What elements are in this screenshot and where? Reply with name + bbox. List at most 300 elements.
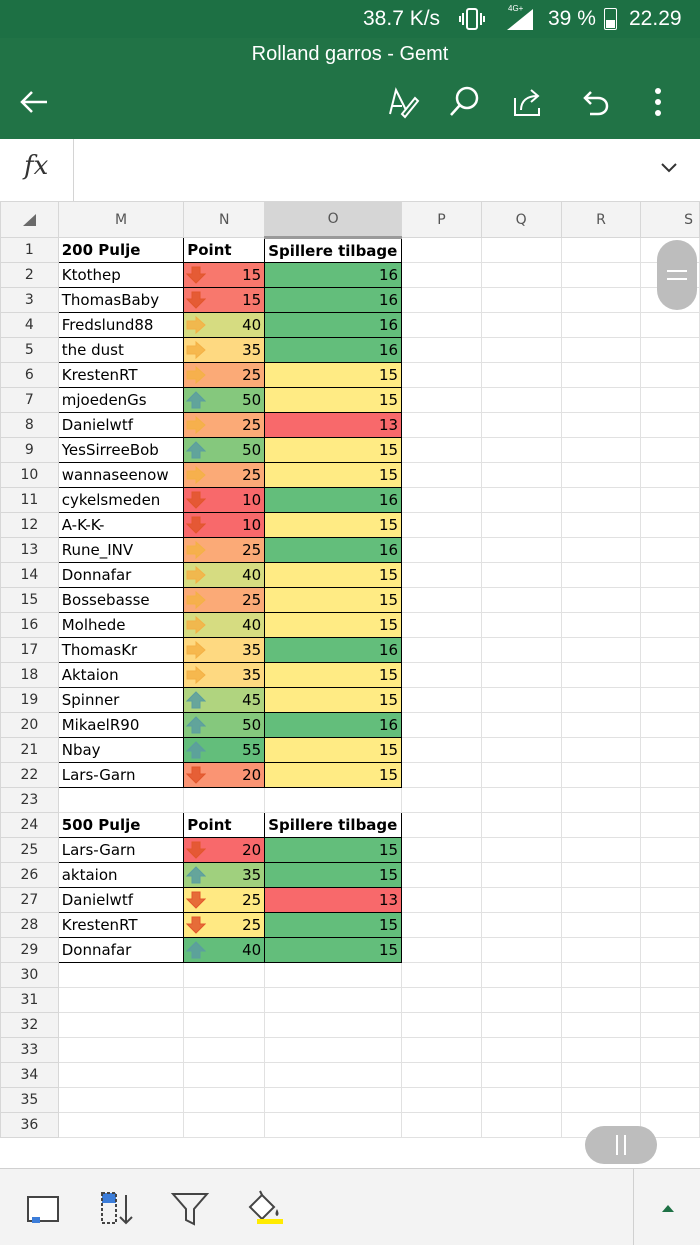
empty-cell[interactable] [184,1013,265,1038]
players-left-cell[interactable]: 15 [265,688,402,713]
empty-cell[interactable] [481,338,561,363]
empty-cell[interactable] [641,413,700,438]
player-name-cell[interactable]: MikaelR90 [58,713,184,738]
empty-cell[interactable] [265,1038,402,1063]
empty-cell[interactable] [481,888,561,913]
empty-cell[interactable] [641,938,700,963]
player-name-cell[interactable]: Nbay [58,738,184,763]
empty-cell[interactable] [402,438,482,463]
empty-cell[interactable] [561,813,641,838]
empty-cell[interactable] [402,413,482,438]
empty-cell[interactable] [481,663,561,688]
expand-up-icon[interactable] [648,1189,688,1229]
empty-cell[interactable] [641,438,700,463]
empty-cell[interactable] [402,263,482,288]
empty-cell[interactable] [561,313,641,338]
empty-cell[interactable] [481,938,561,963]
row-number[interactable]: 11 [1,488,59,513]
empty-cell[interactable] [265,988,402,1013]
empty-cell[interactable] [402,488,482,513]
empty-cell[interactable] [402,713,482,738]
empty-cell[interactable] [402,463,482,488]
empty-cell[interactable] [641,638,700,663]
row-number[interactable]: 6 [1,363,59,388]
row-number[interactable]: 20 [1,713,59,738]
row-number[interactable]: 23 [1,788,59,813]
players-left-cell[interactable]: 15 [265,388,402,413]
empty-cell[interactable] [184,963,265,988]
point-cell[interactable] [184,463,265,488]
empty-cell[interactable] [402,1013,482,1038]
empty-cell[interactable] [561,763,641,788]
empty-cell[interactable] [561,463,641,488]
point-cell[interactable] [184,713,265,738]
empty-cell[interactable] [402,988,482,1013]
row-number[interactable]: 26 [1,863,59,888]
empty-cell[interactable] [481,963,561,988]
empty-cell[interactable] [481,1013,561,1038]
point-cell[interactable] [184,588,265,613]
empty-cell[interactable] [561,688,641,713]
empty-cell[interactable] [402,963,482,988]
empty-cell[interactable] [641,538,700,563]
empty-cell[interactable] [561,388,641,413]
empty-cell[interactable] [402,338,482,363]
players-left-cell[interactable]: 13 [265,413,402,438]
player-name-cell[interactable]: Aktaion [58,663,184,688]
undo-icon[interactable] [576,84,612,120]
players-left-cell[interactable]: 15 [265,738,402,763]
empty-cell[interactable] [641,388,700,413]
players-left-cell[interactable]: 16 [265,538,402,563]
empty-cell[interactable] [561,888,641,913]
empty-cell[interactable] [641,788,700,813]
row-number[interactable]: 25 [1,838,59,863]
draw-pen-icon[interactable] [384,84,420,120]
empty-cell[interactable] [402,688,482,713]
row-number[interactable]: 7 [1,388,59,413]
row-number[interactable]: 9 [1,438,59,463]
empty-cell[interactable] [641,988,700,1013]
empty-cell[interactable] [641,1088,700,1113]
player-name-cell[interactable]: cykelsmeden [58,488,184,513]
empty-cell[interactable] [402,888,482,913]
empty-cell[interactable] [641,513,700,538]
more-options-icon[interactable] [640,84,676,120]
column-header-r[interactable]: R [561,202,641,238]
empty-cell[interactable] [641,963,700,988]
player-name-cell[interactable]: Lars-Garn [58,763,184,788]
players-left-header[interactable]: Spillere tilbage [265,813,402,838]
empty-cell[interactable] [561,238,641,263]
row-number[interactable]: 16 [1,613,59,638]
empty-cell[interactable] [402,1038,482,1063]
empty-cell[interactable] [561,288,641,313]
point-cell[interactable] [184,663,265,688]
row-number[interactable]: 3 [1,288,59,313]
player-name-cell[interactable]: ThomasBaby [58,288,184,313]
empty-cell[interactable] [641,888,700,913]
empty-cell[interactable] [561,938,641,963]
empty-cell[interactable] [641,463,700,488]
empty-cell[interactable] [265,1113,402,1138]
empty-cell[interactable] [481,913,561,938]
empty-cell[interactable] [481,463,561,488]
players-left-cell[interactable]: 16 [265,713,402,738]
empty-cell[interactable] [402,638,482,663]
column-header-n[interactable]: N [184,202,265,238]
empty-cell[interactable] [561,963,641,988]
point-cell[interactable] [184,288,265,313]
row-number[interactable]: 35 [1,1088,59,1113]
players-left-cell[interactable]: 15 [265,363,402,388]
empty-cell[interactable] [561,413,641,438]
empty-cell[interactable] [402,863,482,888]
empty-cell[interactable] [481,763,561,788]
empty-cell[interactable] [561,363,641,388]
empty-cell[interactable] [402,613,482,638]
player-name-cell[interactable]: Danielwtf [58,888,184,913]
players-left-cell[interactable]: 15 [265,513,402,538]
empty-cell[interactable] [265,1088,402,1113]
column-header-q[interactable]: Q [481,202,561,238]
empty-cell[interactable] [481,1063,561,1088]
select-all-corner[interactable] [1,202,59,238]
empty-cell[interactable] [561,613,641,638]
sort-icon[interactable] [98,1189,138,1229]
empty-cell[interactable] [481,513,561,538]
empty-cell[interactable] [402,938,482,963]
point-cell[interactable] [184,888,265,913]
empty-cell[interactable] [561,488,641,513]
player-name-cell[interactable]: Spinner [58,688,184,713]
point-cell[interactable] [184,613,265,638]
player-name-cell[interactable]: wannaseenow [58,463,184,488]
empty-cell[interactable] [481,438,561,463]
player-name-cell[interactable]: mjoedenGs [58,388,184,413]
empty-cell[interactable] [561,588,641,613]
empty-cell[interactable] [265,1063,402,1088]
player-name-cell[interactable]: KrestenRT [58,913,184,938]
row-number[interactable]: 19 [1,688,59,713]
sheet-table[interactable] [0,201,700,1138]
empty-cell[interactable] [481,813,561,838]
players-left-cell[interactable]: 16 [265,313,402,338]
player-name-cell[interactable]: the dust [58,338,184,363]
player-name-cell[interactable]: KrestenRT [58,363,184,388]
empty-cell[interactable] [561,1063,641,1088]
row-number[interactable]: 27 [1,888,59,913]
empty-cell[interactable] [561,1013,641,1038]
row-number[interactable]: 10 [1,463,59,488]
empty-cell[interactable] [561,513,641,538]
row-number[interactable]: 15 [1,588,59,613]
point-cell[interactable] [184,388,265,413]
players-left-cell[interactable]: 15 [265,863,402,888]
empty-cell[interactable] [561,713,641,738]
row-number[interactable]: 5 [1,338,59,363]
empty-cell[interactable] [561,738,641,763]
empty-cell[interactable] [58,963,184,988]
point-cell[interactable] [184,763,265,788]
empty-cell[interactable] [481,363,561,388]
fill-color-icon[interactable] [245,1189,285,1229]
empty-cell[interactable] [184,1063,265,1088]
empty-cell[interactable] [481,838,561,863]
empty-cell[interactable] [641,613,700,638]
point-cell[interactable] [184,538,265,563]
empty-cell[interactable] [481,488,561,513]
row-number[interactable]: 21 [1,738,59,763]
empty-cell[interactable] [641,863,700,888]
point-cell[interactable] [184,363,265,388]
player-name-cell[interactable]: Lars-Garn [58,838,184,863]
empty-cell[interactable] [265,963,402,988]
empty-cell[interactable] [481,1113,561,1138]
row-number[interactable]: 32 [1,1013,59,1038]
column-header-s[interactable]: S [641,202,700,238]
empty-cell[interactable] [641,913,700,938]
players-left-header[interactable]: Spillere tilbage [265,238,402,263]
pool-title[interactable]: 500 Pulje [58,813,184,838]
empty-cell[interactable] [561,538,641,563]
formula-input[interactable] [84,157,644,183]
row-number[interactable]: 17 [1,638,59,663]
empty-cell[interactable] [402,238,482,263]
row-number[interactable]: 24 [1,813,59,838]
empty-cell[interactable] [561,913,641,938]
empty-cell[interactable] [58,1113,184,1138]
pool-title[interactable]: 200 Pulje [58,238,184,263]
row-number[interactable]: 30 [1,963,59,988]
empty-cell[interactable] [641,1063,700,1088]
player-name-cell[interactable]: Fredslund88 [58,313,184,338]
empty-cell[interactable] [481,788,561,813]
empty-cell[interactable] [402,388,482,413]
empty-cell[interactable] [402,838,482,863]
players-left-cell[interactable]: 16 [265,288,402,313]
empty-cell[interactable] [641,338,700,363]
point-header[interactable]: Point [184,238,265,263]
empty-cell[interactable] [402,288,482,313]
empty-cell[interactable] [641,1038,700,1063]
point-cell[interactable] [184,938,265,963]
empty-cell[interactable] [402,913,482,938]
row-number[interactable]: 18 [1,663,59,688]
empty-cell[interactable] [58,1063,184,1088]
empty-cell[interactable] [561,638,641,663]
column-header-p[interactable]: P [402,202,482,238]
empty-cell[interactable] [561,663,641,688]
spreadsheet-grid[interactable] [0,201,700,1168]
empty-cell[interactable] [481,313,561,338]
empty-cell[interactable] [402,538,482,563]
empty-cell[interactable] [561,838,641,863]
player-name-cell[interactable]: YesSirreeBob [58,438,184,463]
point-cell[interactable] [184,738,265,763]
point-cell[interactable] [184,488,265,513]
row-number[interactable]: 31 [1,988,59,1013]
players-left-cell[interactable]: 13 [265,888,402,913]
empty-cell[interactable] [184,788,265,813]
filter-icon[interactable] [170,1189,210,1229]
empty-cell[interactable] [641,763,700,788]
point-cell[interactable] [184,513,265,538]
empty-cell[interactable] [402,813,482,838]
chevron-down-icon[interactable] [660,161,678,175]
search-icon[interactable] [446,84,482,120]
empty-cell[interactable] [402,1063,482,1088]
point-cell[interactable] [184,638,265,663]
empty-cell[interactable] [402,313,482,338]
empty-cell[interactable] [481,588,561,613]
empty-cell[interactable] [402,1088,482,1113]
empty-cell[interactable] [641,713,700,738]
vertical-scroll-handle[interactable] [657,240,697,310]
empty-cell[interactable] [481,688,561,713]
empty-cell[interactable] [481,288,561,313]
empty-cell[interactable] [481,713,561,738]
row-number[interactable]: 13 [1,538,59,563]
empty-cell[interactable] [481,538,561,563]
empty-cell[interactable] [481,638,561,663]
empty-cell[interactable] [641,838,700,863]
row-number[interactable]: 8 [1,413,59,438]
empty-cell[interactable] [561,263,641,288]
point-cell[interactable] [184,338,265,363]
row-number[interactable]: 33 [1,1038,59,1063]
point-cell[interactable] [184,563,265,588]
empty-cell[interactable] [481,1038,561,1063]
column-header-o[interactable]: O [265,202,402,238]
empty-cell[interactable] [58,1038,184,1063]
players-left-cell[interactable]: 16 [265,263,402,288]
row-number[interactable]: 1 [1,238,59,263]
empty-cell[interactable] [481,238,561,263]
empty-cell[interactable] [58,988,184,1013]
row-number[interactable]: 34 [1,1063,59,1088]
players-left-cell[interactable]: 15 [265,913,402,938]
player-name-cell[interactable]: Donnafar [58,938,184,963]
column-header-m[interactable]: M [58,202,184,238]
empty-cell[interactable] [641,813,700,838]
empty-cell[interactable] [561,563,641,588]
empty-cell[interactable] [561,788,641,813]
players-left-cell[interactable]: 15 [265,938,402,963]
empty-cell[interactable] [641,738,700,763]
empty-cell[interactable] [481,738,561,763]
players-left-cell[interactable]: 15 [265,663,402,688]
empty-cell[interactable] [481,988,561,1013]
row-number[interactable]: 36 [1,1113,59,1138]
empty-cell[interactable] [184,988,265,1013]
empty-cell[interactable] [481,263,561,288]
row-number[interactable]: 28 [1,913,59,938]
empty-cell[interactable] [402,513,482,538]
empty-cell[interactable] [402,563,482,588]
select-icon[interactable] [23,1189,63,1229]
empty-cell[interactable] [641,588,700,613]
empty-cell[interactable] [265,788,402,813]
share-icon[interactable] [510,84,546,120]
empty-cell[interactable] [402,738,482,763]
empty-cell[interactable] [641,488,700,513]
player-name-cell[interactable]: Donnafar [58,563,184,588]
players-left-cell[interactable]: 15 [265,838,402,863]
empty-cell[interactable] [402,663,482,688]
row-number[interactable]: 14 [1,563,59,588]
empty-cell[interactable] [265,1013,402,1038]
empty-cell[interactable] [641,663,700,688]
empty-cell[interactable] [641,363,700,388]
player-name-cell[interactable]: Rune_INV [58,538,184,563]
row-number[interactable]: 29 [1,938,59,963]
point-cell[interactable] [184,913,265,938]
players-left-cell[interactable]: 15 [265,613,402,638]
players-left-cell[interactable]: 15 [265,438,402,463]
empty-cell[interactable] [641,313,700,338]
horizontal-scroll-handle[interactable] [585,1126,657,1164]
empty-cell[interactable] [561,438,641,463]
player-name-cell[interactable]: aktaion [58,863,184,888]
point-header[interactable]: Point [184,813,265,838]
empty-cell[interactable] [402,788,482,813]
empty-cell[interactable] [481,563,561,588]
empty-cell[interactable] [184,1038,265,1063]
players-left-cell[interactable]: 15 [265,463,402,488]
point-cell[interactable] [184,413,265,438]
empty-cell[interactable] [184,1113,265,1138]
players-left-cell[interactable]: 15 [265,763,402,788]
player-name-cell[interactable]: Ktothep [58,263,184,288]
point-cell[interactable] [184,313,265,338]
point-cell[interactable] [184,863,265,888]
point-cell[interactable] [184,263,265,288]
empty-cell[interactable] [481,388,561,413]
players-left-cell[interactable]: 15 [265,588,402,613]
row-number[interactable]: 12 [1,513,59,538]
player-name-cell[interactable]: Molhede [58,613,184,638]
empty-cell[interactable] [561,988,641,1013]
empty-cell[interactable] [402,363,482,388]
player-name-cell[interactable]: Danielwtf [58,413,184,438]
row-number[interactable]: 22 [1,763,59,788]
players-left-cell[interactable]: 16 [265,488,402,513]
players-left-cell[interactable]: 16 [265,338,402,363]
empty-cell[interactable] [402,1113,482,1138]
empty-cell[interactable] [402,763,482,788]
empty-cell[interactable] [561,338,641,363]
empty-cell[interactable] [184,1088,265,1113]
player-name-cell[interactable]: A-K-K- [58,513,184,538]
empty-cell[interactable] [561,1038,641,1063]
empty-cell[interactable] [402,588,482,613]
empty-cell[interactable] [481,413,561,438]
empty-cell[interactable] [561,1088,641,1113]
empty-cell[interactable] [481,1088,561,1113]
row-number[interactable]: 2 [1,263,59,288]
point-cell[interactable] [184,688,265,713]
back-arrow-icon[interactable] [17,84,53,120]
point-cell[interactable] [184,838,265,863]
empty-cell[interactable] [481,863,561,888]
row-number[interactable]: 4 [1,313,59,338]
point-cell[interactable] [184,438,265,463]
empty-cell[interactable] [58,788,184,813]
empty-cell[interactable] [58,1013,184,1038]
empty-cell[interactable] [561,863,641,888]
empty-cell[interactable] [641,563,700,588]
